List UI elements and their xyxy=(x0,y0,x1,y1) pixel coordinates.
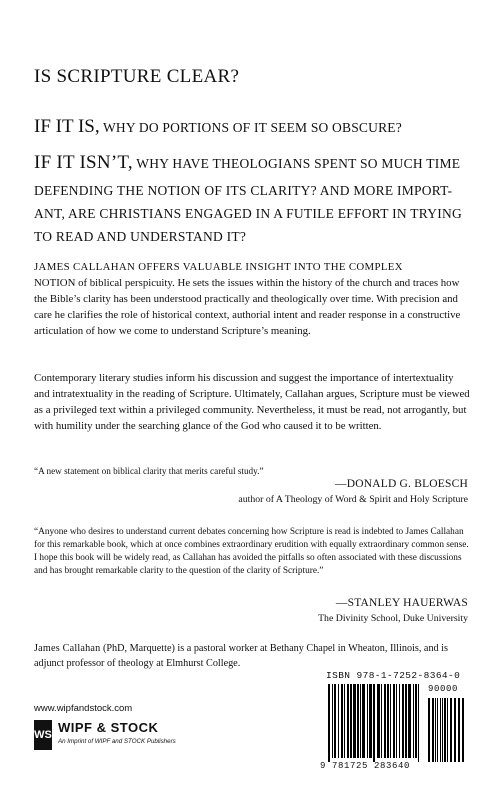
question-line-2: DEFENDING THE NOTION OF ITS CLARITY? AND MORE IMPORT- xyxy=(34,183,453,198)
barcode-bar xyxy=(462,698,464,762)
publisher-tagline: An Imprint of WIPF and STOCK Publishers xyxy=(58,738,176,745)
endorsement-credential-1: author of A Theology of Word & Spirit and Holy Scripture xyxy=(238,494,468,505)
barcode-bar xyxy=(444,698,446,762)
barcode-bar xyxy=(396,684,397,758)
barcode-bar xyxy=(381,684,382,758)
question-line-1 xyxy=(34,152,461,173)
barcode-bar xyxy=(450,698,452,762)
ws-logo-icon: WS xyxy=(34,720,52,750)
barcode-bar xyxy=(387,684,389,758)
barcode-bar xyxy=(399,684,400,758)
barcode-bar xyxy=(369,684,372,758)
publisher-logo xyxy=(34,720,204,752)
barcode-bar xyxy=(341,684,343,758)
publisher-url[interactable]: www.wipfandstock.com xyxy=(34,703,133,714)
description-paragraph-1: NOTION of biblical perspicuity. He sets the issues within the history of the church and traces how the Bible’s clarity has been understood practically and theologically over time. With precision and care he clarifies the role of historical context, authorial intent and reader response in a constructive articulation of how we come to understand Scripture’s meaning. xyxy=(34,277,461,337)
barcode-bar xyxy=(384,684,386,758)
barcode-bar xyxy=(332,684,333,758)
question-if-it-is xyxy=(34,116,402,138)
barcode-bar xyxy=(338,684,339,758)
question-line-4: TO READ AND UNDERSTAND IT? xyxy=(34,229,247,244)
question-line-3: ANT, ARE CHRISTIANS ENGAGED IN A FUTILE EFFORT IN TRYING xyxy=(34,206,462,221)
barcode-bar xyxy=(440,698,441,762)
description-paragraph-2: Contemporary literary studies inform his discussion and suggest the importance of intertextuality and intratextuality in the reading of Scripture. Ultimately, Callahan argues, Scripture must be viewed as a privileged text within a privileged community. Nevertheless, it must be read, not arrogantly, but with humility under the searching glance of the God who caused it to be written. xyxy=(34,372,470,432)
isbn-number: ISBN 978-1-7252-8364-0 xyxy=(326,670,461,681)
barcode-bar xyxy=(405,684,407,758)
barcode-bar xyxy=(442,698,443,762)
endorsement-credential-2: The Divinity School, Duke University xyxy=(318,613,468,624)
barcode-digits: 9 781725 283640 xyxy=(320,761,411,771)
barcode-icon xyxy=(324,684,466,762)
question-text: WHY HAVE THEOLOGIANS SPENT SO MUCH TIME xyxy=(132,156,461,171)
author-name: James Callahan xyxy=(34,643,101,654)
barcode-bar xyxy=(334,684,336,758)
barcode-supplement: 90000 xyxy=(428,684,459,694)
barcode-bar xyxy=(458,698,460,762)
barcode-bar xyxy=(347,684,349,758)
endorsement-quote-1: “A new statement on biblical clarity that merits careful study.” xyxy=(34,466,264,476)
barcode-bar xyxy=(432,698,434,762)
barcode-bar xyxy=(344,684,345,758)
barcode-bar xyxy=(393,684,395,758)
barcode-bar xyxy=(390,684,391,758)
barcode-bar xyxy=(428,698,430,762)
barcode-bar xyxy=(328,684,330,762)
barcode-bar xyxy=(408,684,411,758)
barcode-bar xyxy=(447,698,448,762)
question-lead: IF IT IS, xyxy=(34,116,100,137)
barcode-bar xyxy=(367,684,368,758)
barcode-bar xyxy=(402,684,404,758)
barcode-bar xyxy=(350,684,352,758)
question-lead: IF IT ISN’T, xyxy=(34,152,133,173)
barcode-bar xyxy=(362,684,365,758)
isbn-barcode xyxy=(318,670,472,780)
author-bio-text: (PhD, Marquette) is a pastoral worker at Bethany Chapel in Wheaton, Illinois, and is adjunct professor of theology at Elmhurst College. xyxy=(34,643,448,669)
author-bio xyxy=(34,641,470,671)
publisher-name: WIPF & STOCK xyxy=(58,720,159,735)
question-text: WHY DO PORTIONS OF IT SEEM SO OBSCURE? xyxy=(99,120,402,135)
barcode-bar xyxy=(353,684,356,758)
barcode-bar xyxy=(435,698,436,762)
headline: IS SCRIPTURE CLEAR? xyxy=(34,66,240,87)
barcode-bar xyxy=(454,698,456,762)
barcode-bar xyxy=(373,684,375,762)
barcode-bar xyxy=(415,684,417,758)
intro-lead: JAMES CALLAHAN OFFERS VALUABLE INSIGHT INTO THE COMPLEX xyxy=(34,261,403,273)
endorsement-name-2: —STANLEY HAUERWAS xyxy=(335,597,468,609)
barcode-bar xyxy=(357,684,359,758)
endorsement-quote-2: “Anyone who desires to understand current debates concerning how Scripture is read is indebted to James Callahan for this remarkable book, which at once combines extraordinary erudition with equally extraordinary common sense. I hope this book will be widely read, as Callahan has avoided the pitfalls so often associated with these discussions and has brought remarkable clarity to the question of the clarity of Scripture.” xyxy=(34,527,469,576)
barcode-bar xyxy=(377,684,380,758)
barcode-bar xyxy=(413,684,414,758)
endorsement-name-1: —DONALD G. BLOESCH xyxy=(335,478,468,490)
barcode-bar xyxy=(418,684,419,762)
barcode-bar xyxy=(437,698,438,762)
barcode-bar xyxy=(360,684,361,758)
